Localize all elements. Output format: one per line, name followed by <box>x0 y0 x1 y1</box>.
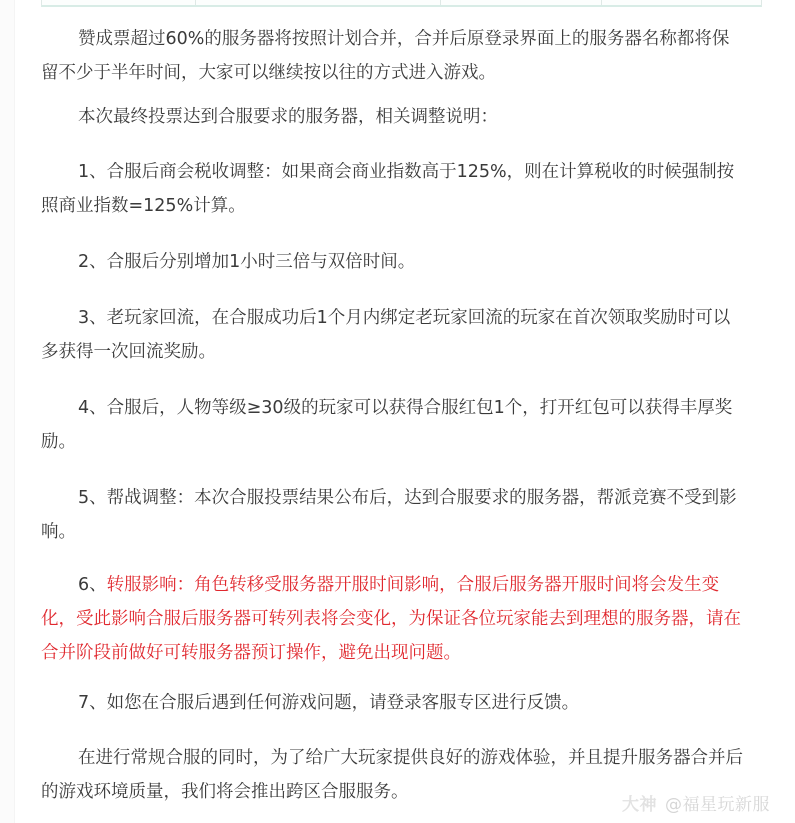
paragraph-line: 2、合服后分别增加1小时三倍与双倍时间。 <box>78 252 416 272</box>
table-column-divider <box>440 0 441 5</box>
paragraph-line: 4、合服后，人物等级≥30级的玩家可以获得合服红包1个，打开红包可以获得丰厚奖 <box>78 398 733 418</box>
table-column-divider <box>195 0 196 5</box>
paragraph-line: 照商业指数=125%计算。 <box>41 196 246 216</box>
table-column-divider <box>601 0 602 5</box>
paragraph-summary <box>41 100 763 134</box>
paragraph-line: 1、合服后商会税收调整：如果商会商业指数高于125%，则在计算税收的时候强制按 <box>78 162 735 182</box>
item-number: 6、 <box>78 575 107 595</box>
paragraph-line: 励。 <box>41 432 76 452</box>
page-left-margin <box>0 0 15 823</box>
paragraph-line: 本次最终投票达到合服要求的服务器，相关调整说明： <box>78 107 498 127</box>
paragraph-line: 留不少于半年时间，大家可以继续按以往的方式进入游戏。 <box>41 63 496 83</box>
paragraph-item-1 <box>41 155 763 223</box>
paragraph-item-2 <box>41 245 763 279</box>
watermark-handle: @福星玩新服 <box>665 795 770 815</box>
highlight-text: 化，受此影响合服后服务器可转列表将会变化，为保证各位玩家能去到理想的服务器，请在 <box>41 609 741 629</box>
highlight-text: 合并阶段前做好可转服务器预订操作，避免出现问题。 <box>41 643 461 663</box>
paragraph-line: 的游戏环境质量，我们将会推出跨区合服服务。 <box>41 782 409 802</box>
paragraph-line: 多获得一次回流奖励。 <box>41 342 216 362</box>
table-bottom-edge <box>41 0 762 7</box>
paragraph-line: 7、如您在合服后遇到任何游戏问题，请登录客服专区进行反馈。 <box>78 693 580 713</box>
paragraph-line: 赞成票超过60%的服务器将按照计划合并，合并后原登录界面上的服务器名称都将保 <box>78 29 730 49</box>
watermark-brand: 大神 <box>622 795 657 815</box>
paragraph-item-5 <box>41 481 763 549</box>
paragraph-item-3 <box>41 301 763 369</box>
paragraph-line: 响。 <box>41 522 76 542</box>
paragraph-item-7 <box>41 686 763 720</box>
paragraph-intro <box>41 22 763 90</box>
paragraph-item-4 <box>41 391 763 459</box>
paragraph-line: 在进行常规合服的同时，为了给广大玩家提供良好的游戏体验，并且提升服务器合并后 <box>78 748 743 768</box>
paragraph-item-6-highlight <box>41 568 763 670</box>
paragraph-line: 3、老玩家回流，在合服成功后1个月内绑定老玩家回流的玩家在首次领取奖励时可以 <box>78 308 731 328</box>
paragraph-line: 5、帮战调整：本次合服投票结果公布后，达到合服要求的服务器，帮派竞赛不受到影 <box>78 488 737 508</box>
highlight-text: 转服影响：角色转移受服务器开服时间影响，合服后服务器开服时间将会发生变 <box>106 575 720 595</box>
watermark <box>622 790 770 815</box>
